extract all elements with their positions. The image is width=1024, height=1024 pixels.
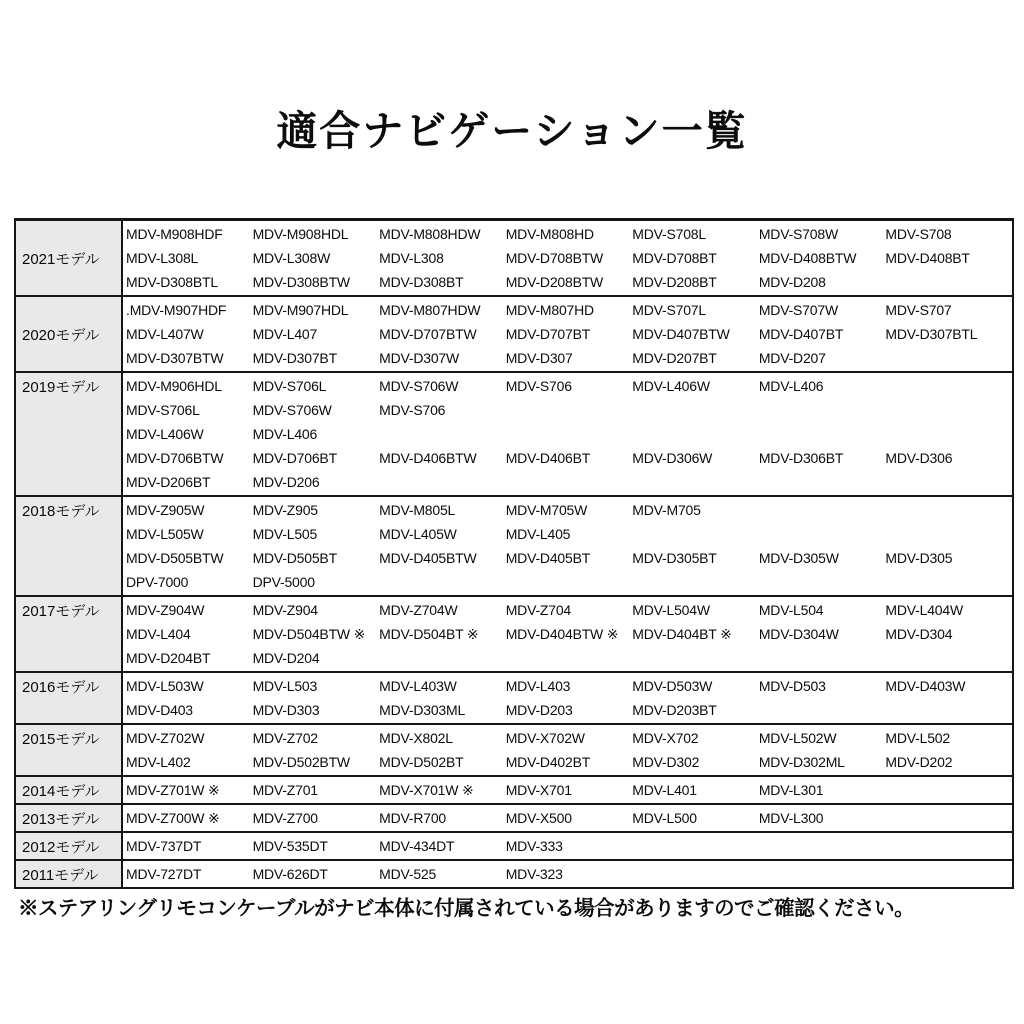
model-cell: MDV-M705W (505, 502, 588, 518)
model-cell: MDV-D203 (505, 702, 573, 718)
model-cell: MDV-D504BTW ※ (252, 625, 366, 642)
model-cell: MDV-L500 (632, 810, 697, 826)
year-label: 2019モデル (16, 373, 123, 495)
model-cell: MDV-Z700W ※ (126, 809, 220, 826)
model-cell: MDV-727DT (126, 866, 202, 882)
model-cell: MDV-626DT (252, 866, 328, 882)
compatibility-table (14, 218, 1014, 889)
year-label: 2014モデル (16, 777, 123, 803)
table-row (16, 497, 1012, 597)
model-line (126, 246, 1012, 270)
model-cell: MDV-D305W (758, 550, 839, 566)
model-cell: MDV-X500 (505, 810, 572, 826)
model-cell: MDV-D304 (885, 626, 953, 642)
model-cell: MDV-D404BT ※ (632, 625, 732, 642)
model-cell: MDV-M705 (632, 502, 701, 518)
model-cell: MDV-D306 (885, 450, 953, 466)
model-list (123, 725, 1012, 775)
table-row (16, 777, 1012, 805)
model-line (126, 726, 1012, 750)
model-cell: MDV-D408BTW (758, 250, 857, 266)
year-label: 2011モデル (16, 861, 123, 887)
model-line (126, 834, 1012, 858)
model-cell: MDV-X802L (379, 730, 453, 746)
model-cell: MDV-M908HDF (126, 226, 223, 242)
model-line (126, 374, 1012, 398)
table-row (16, 725, 1012, 777)
model-line (126, 398, 1012, 422)
model-cell: MDV-L407W (126, 326, 204, 342)
model-cell: MDV-L404 (126, 626, 191, 642)
model-cell: MDV-Z905W (126, 502, 205, 518)
model-cell: MDV-D505BT (252, 550, 337, 566)
model-cell: MDV-L308L (126, 250, 199, 266)
model-list (123, 597, 1012, 671)
model-cell: MDV-L308 (379, 250, 444, 266)
model-line (126, 598, 1012, 622)
model-cell: MDV-D306BT (758, 450, 844, 466)
model-cell: MDV-S708W (758, 226, 838, 242)
model-cell: MDV-M906HDL (126, 378, 222, 394)
model-cell: MDV-D502BTW (252, 754, 350, 770)
model-cell: MDV-D307 (505, 350, 573, 366)
model-cell: MDV-D302 (632, 754, 700, 770)
table-row (16, 673, 1012, 725)
model-cell: MDV-Z702 (252, 730, 318, 746)
model-line (126, 570, 1012, 594)
model-cell: MDV-D305 (885, 550, 953, 566)
model-cell: MDV-D208 (758, 274, 826, 290)
model-cell: MDV-D405BTW (379, 550, 477, 566)
model-list (123, 833, 1012, 859)
model-line (126, 698, 1012, 722)
model-cell: MDV-S707 (885, 302, 952, 318)
model-line (126, 422, 1012, 446)
footnote: ※ステアリングリモコンケーブルがナビ本体に付属されている場合がありますのでご確認ください。 (18, 897, 915, 920)
model-cell: MDV-D706BT (252, 450, 337, 466)
model-cell: MDV-D502BT (379, 754, 464, 770)
model-line (126, 862, 1012, 886)
model-cell: MDV-S706L (126, 402, 200, 418)
model-cell: MDV-L504 (758, 602, 824, 618)
model-cell: MDV-323 (505, 866, 563, 882)
model-cell: MDV-L404W (885, 602, 963, 618)
model-cell: MDV-L301 (758, 782, 824, 798)
model-line (126, 546, 1012, 570)
model-cell: MDV-L502 (885, 730, 950, 746)
model-cell: MDV-Z905 (252, 502, 318, 518)
model-cell: MDV-D307BTW (126, 350, 224, 366)
model-cell: MDV-Z704 (505, 602, 572, 618)
model-cell: MDV-D706BTW (126, 450, 224, 466)
model-cell: MDV-D708BTW (505, 250, 604, 266)
model-cell: MDV-L405 (505, 526, 571, 542)
model-list (123, 221, 1012, 295)
model-cell: MDV-L405W (379, 526, 457, 542)
model-cell: MDV-D504BT ※ (379, 625, 479, 642)
year-label: 2013モデル (16, 805, 123, 831)
model-cell: MDV-D206BT (126, 474, 211, 490)
model-cell: MDV-M808HD (505, 226, 594, 242)
model-cell: MDV-D208BT (632, 274, 717, 290)
model-cell: MDV-Z702W (126, 730, 205, 746)
model-line (126, 646, 1012, 670)
model-cell: MDV-D308BT (379, 274, 464, 290)
model-cell: MDV-M908HDL (252, 226, 349, 242)
model-cell: MDV-D307BT (252, 350, 337, 366)
model-cell: MDV-434DT (379, 838, 455, 854)
model-cell: MDV-L502W (758, 730, 837, 746)
model-line (126, 322, 1012, 346)
year-label: 2015モデル (16, 725, 123, 775)
model-cell: MDV-S706 (505, 378, 572, 394)
model-cell: MDV-S707L (632, 302, 706, 318)
model-cell: MDV-S706 (379, 402, 446, 418)
model-line (126, 270, 1012, 294)
year-label: 2018モデル (16, 497, 123, 595)
model-cell: MDV-D207 (758, 350, 826, 366)
model-cell: MDV-S706W (252, 402, 332, 418)
model-cell: MDV-D208BTW (505, 274, 604, 290)
model-cell: MDV-L406W (632, 378, 710, 394)
model-line (126, 522, 1012, 546)
model-cell: MDV-Z701 (252, 782, 318, 798)
model-cell: MDV-D304W (758, 626, 839, 642)
model-line (126, 806, 1012, 830)
table-row (16, 861, 1012, 887)
model-cell: MDV-737DT (126, 838, 202, 854)
model-cell: MDV-D503 (758, 678, 826, 694)
model-cell: MDV-M808HDW (379, 226, 481, 242)
model-list (123, 373, 1012, 495)
model-cell: MDV-D308BTW (252, 274, 350, 290)
model-cell: MDV-333 (505, 838, 563, 854)
model-cell: MDV-D707BTW (379, 326, 477, 342)
model-cell: MDV-Z704W (379, 602, 458, 618)
model-line (126, 622, 1012, 646)
model-cell: MDV-D406BTW (379, 450, 477, 466)
model-cell: MDV-D408BT (885, 250, 970, 266)
model-cell: MDV-D303ML (379, 702, 466, 718)
table-row (16, 373, 1012, 497)
model-cell: MDV-D403W (885, 678, 966, 694)
year-label: 2016モデル (16, 673, 123, 723)
model-cell: MDV-S708L (632, 226, 706, 242)
model-cell: DPV-7000 (126, 574, 189, 590)
model-cell: MDV-M807HDW (379, 302, 481, 318)
model-cell: MDV-L308W (252, 250, 331, 266)
model-line (126, 778, 1012, 802)
year-label: 2017モデル (16, 597, 123, 671)
model-line (126, 346, 1012, 370)
year-label: 2021モデル (16, 221, 123, 295)
model-cell: MDV-D307BTL (885, 326, 978, 342)
model-cell: MDV-535DT (252, 838, 328, 854)
model-cell: MDV-L406 (758, 378, 824, 394)
model-cell: MDV-X701 (505, 782, 572, 798)
model-cell: MDV-L401 (632, 782, 697, 798)
model-cell: MDV-D707BT (505, 326, 591, 342)
model-cell: DPV-5000 (252, 574, 315, 590)
model-cell: MDV-D404BTW ※ (505, 625, 619, 642)
model-cell: MDV-X701W ※ (379, 781, 474, 798)
model-cell: MDV-D402BT (505, 754, 591, 770)
model-cell: MDV-D307W (379, 350, 460, 366)
model-cell: MDV-X702 (632, 730, 699, 746)
table-row (16, 805, 1012, 833)
model-cell: MDV-L407 (252, 326, 318, 342)
model-cell: MDV-R700 (379, 810, 447, 826)
model-line (126, 470, 1012, 494)
model-cell: MDV-Z904 (252, 602, 318, 618)
model-cell: MDV-D503W (632, 678, 713, 694)
model-list (123, 777, 1012, 803)
model-cell: MDV-D708BT (632, 250, 717, 266)
model-cell: MDV-D204BT (126, 650, 211, 666)
model-cell: MDV-D406BT (505, 450, 591, 466)
model-line (126, 750, 1012, 774)
model-cell: MDV-S707W (758, 302, 838, 318)
model-list (123, 805, 1012, 831)
model-cell: MDV-D505BTW (126, 550, 224, 566)
model-cell: MDV-L505W (126, 526, 204, 542)
table-row (16, 221, 1012, 297)
model-line (126, 222, 1012, 246)
table-row (16, 297, 1012, 373)
model-cell: MDV-L403W (379, 678, 457, 694)
year-label: 2012モデル (16, 833, 123, 859)
model-cell: MDV-Z701W ※ (126, 781, 220, 798)
model-line (126, 674, 1012, 698)
model-line (126, 498, 1012, 522)
model-cell: MDV-D308BTL (126, 274, 218, 290)
model-cell: MDV-L503W (126, 678, 204, 694)
model-cell: MDV-S706L (252, 378, 327, 394)
model-line (126, 446, 1012, 470)
model-cell: MDV-D405BT (505, 550, 591, 566)
model-cell: MDV-M807HD (505, 302, 594, 318)
model-cell: MDV-Z700 (252, 810, 318, 826)
model-cell: MDV-Z904W (126, 602, 205, 618)
model-cell: MDV-L505 (252, 526, 318, 542)
table-row (16, 597, 1012, 673)
model-cell: MDV-D203BT (632, 702, 717, 718)
model-list (123, 497, 1012, 595)
model-cell: MDV-525 (379, 866, 437, 882)
model-list (123, 861, 1012, 887)
model-cell: MDV-L406 (252, 426, 318, 442)
model-cell: MDV-L503 (252, 678, 318, 694)
model-list (123, 673, 1012, 723)
model-cell: MDV-D302ML (758, 754, 845, 770)
model-cell: MDV-L406W (126, 426, 204, 442)
page-title: 適合ナビゲーション一覧 (276, 108, 748, 154)
model-cell: MDV-L504W (632, 602, 710, 618)
model-cell: MDV-D204 (252, 650, 320, 666)
model-cell: MDV-D407BT (758, 326, 844, 342)
model-cell: MDV-L403 (505, 678, 571, 694)
model-list (123, 297, 1012, 371)
model-cell: MDV-D207BT (632, 350, 717, 366)
model-cell: MDV-S708 (885, 226, 952, 242)
model-cell: MDV-D206 (252, 474, 320, 490)
model-cell: MDV-S706W (379, 378, 459, 394)
model-cell: MDV-D303 (252, 702, 320, 718)
model-cell: MDV-D403 (126, 702, 193, 718)
model-cell: MDV-D305BT (632, 550, 717, 566)
model-line (126, 298, 1012, 322)
year-label: 2020モデル (16, 297, 123, 371)
model-cell: MDV-D407BTW (632, 326, 730, 342)
model-cell: MDV-X702W (505, 730, 585, 746)
model-cell: MDV-D202 (885, 754, 953, 770)
model-cell: MDV-L300 (758, 810, 824, 826)
model-cell: MDV-M907HDL (252, 302, 349, 318)
table-row (16, 833, 1012, 861)
model-cell: MDV-D306W (632, 450, 713, 466)
model-cell: MDV-L402 (126, 754, 191, 770)
model-cell: MDV-M805L (379, 502, 456, 518)
model-cell: .MDV-M907HDF (126, 302, 227, 318)
